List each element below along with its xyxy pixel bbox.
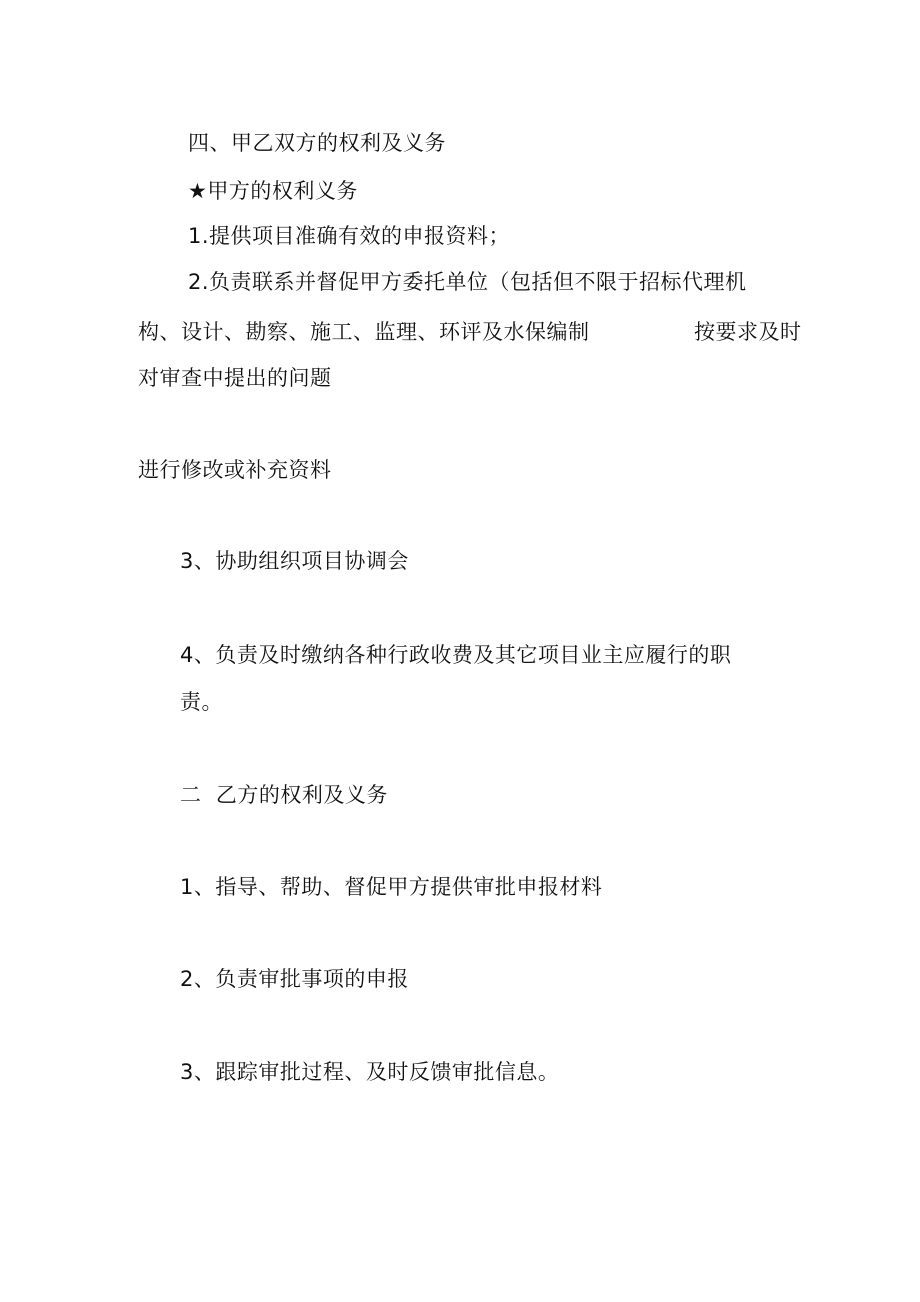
party-a-item-4-line-2: 责。 <box>180 690 223 714</box>
party-a-item-3: 3、协助组织项目协调会 <box>180 549 409 573</box>
party-b-heading: 二 乙方的权利及义务 <box>180 783 388 807</box>
party-a-item-2-line-2b: 按要求及时 <box>694 320 802 344</box>
party-a-item-2-line-2a: 构、设计、勘察、施工、监理、环评及水保编制 <box>138 320 590 344</box>
party-a-item-2-line-4: 进行修改或补充资料 <box>138 458 332 482</box>
party-a-item-2-line-1: 2.负责联系并督促甲方委托单位（包括但不限于招标代理机 <box>188 270 747 294</box>
party-b-item-1: 1、指导、帮助、督促甲方提供审批申报材料 <box>180 875 603 899</box>
party-a-heading <box>188 177 358 205</box>
party-a-item-4-line-1: 4、负责及时缴纳各种行政收费及其它项目业主应履行的职 <box>180 643 732 667</box>
star-icon: ★ <box>188 179 208 203</box>
party-a-item-2-line-3: 对审查中提出的问题 <box>138 366 332 390</box>
section-four-title: 四、甲乙双方的权利及义务 <box>188 131 446 155</box>
party-b-item-2: 2、负责审批事项的申报 <box>180 967 409 991</box>
party-a-item-1: 1.提供项目准确有效的申报资料； <box>188 224 511 248</box>
party-a-heading-text: 甲方的权利义务 <box>207 179 358 203</box>
party-b-item-3: 3、跟踪审批过程、及时反馈审批信息。 <box>180 1060 560 1084</box>
